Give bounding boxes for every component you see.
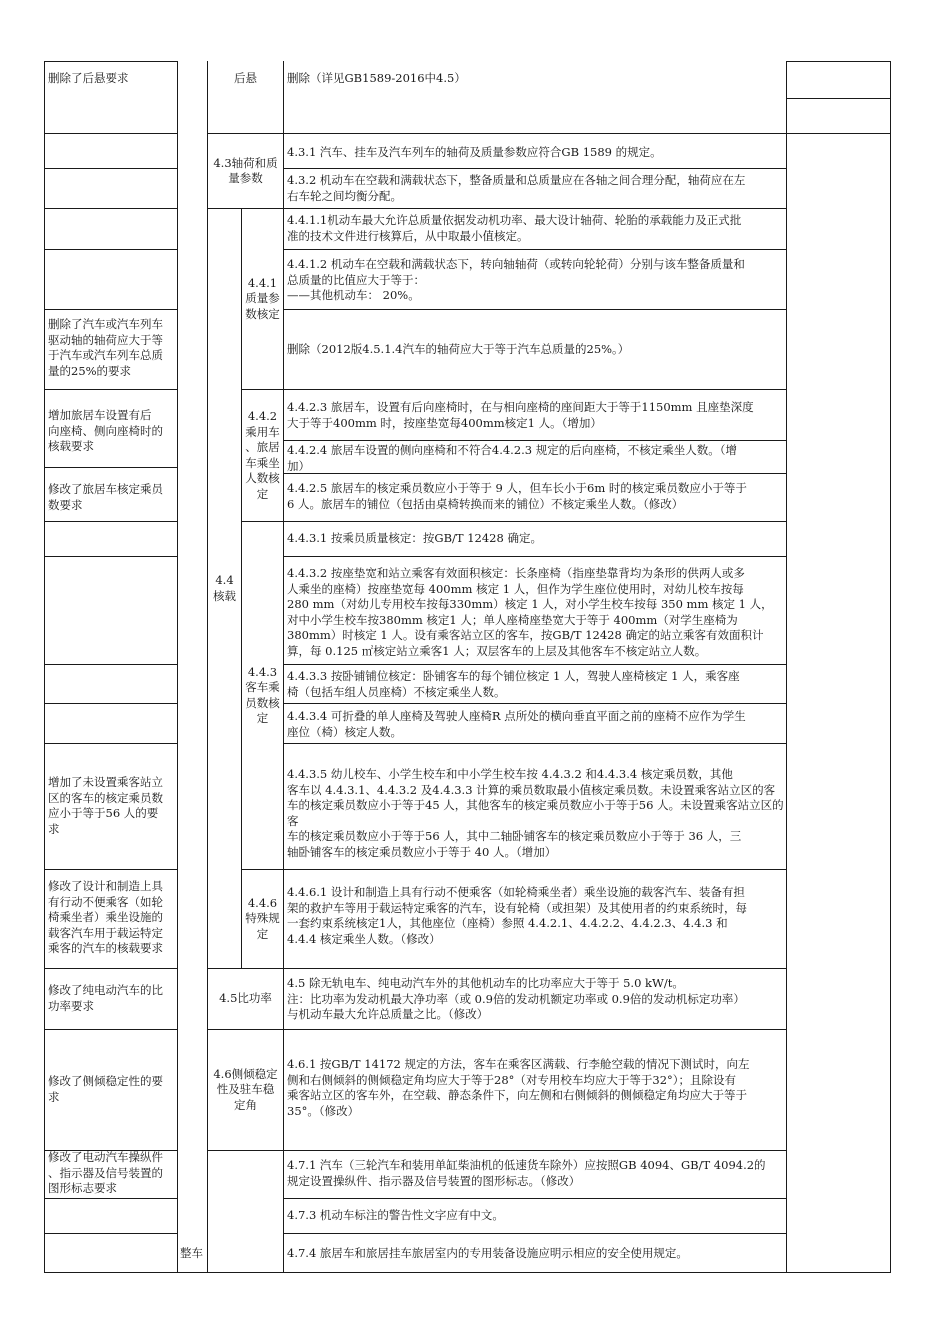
clause-rear-overhang: 删除（详见GB1589-2016中4.5） — [287, 71, 466, 85]
section-4-4-1: 4.4.1 质量参 数核定 — [245, 275, 280, 321]
note-rear-overhang: 删除了后悬要求 — [48, 71, 129, 85]
clause-4-5: 4.5 除无轨电车、纯电动汽车外的其他机动车的比功率应大于等于 5.0 kW/t。 注：比功率为发动机最大净功率（或 0.9倍的发动机额定功率或 0.9倍的发动机标定功率） 与机动车最大允许总质量之比。（修改） — [287, 976, 745, 1021]
section-4-4-6: 4.4.6 特殊规 定 — [245, 895, 280, 941]
section-4-5: 4.5比功率 — [219, 991, 272, 1006]
clause-4-4-2-4: 4.4.2.4 旅居车设置的侧向座椅和不符合4.4.2.3 规定的后向座椅，不核定乘坐人数。（增 加） — [287, 443, 738, 473]
section-4-6: 4.6侧倾稳定 性及驻车稳 定角 — [213, 1066, 278, 1112]
section-4-3: 4.3轴荷和质 量参数 — [213, 155, 278, 185]
note-special-passengers: 修改了设计和制造上具 有行动不便乘客（如轮 椅乘坐者）乘坐设施的 载客汽车用于载运特定 乘客的汽车的核载要求 — [48, 879, 163, 955]
clause-4-7-3: 4.7.3 机动车标注的警告性文字应有中文。 — [287, 1208, 504, 1222]
note-ev-controls: 修改了电动汽车操纵件 、指示器及信号装置的 图形标志要求 — [48, 1150, 163, 1195]
section-4-4-2: 4.4.2 乘用车 、旅居 车乘坐 人数核 定 — [245, 409, 280, 501]
clause-4-3-2: 4.3.2 机动车在空载和满载状态下，整备质量和总质量应在各轴之间合理分配，轴荷应在左 右车轮之间均衡分配。 — [287, 173, 746, 203]
note-roll-stability: 修改了侧倾稳定性的要 求 — [48, 1074, 163, 1104]
section-4-4: 4.4 核载 — [213, 573, 236, 603]
note-rv-capacity: 修改了旅居车核定乘员 数要求 — [48, 482, 163, 512]
clause-4-4-1-1: 4.4.1.1机动车最大允许总质量依据发动机功率、最大设计轴荷、轮胎的承载能力及正式批 准的技术文件进行核算后，从中取最小值核定。 — [287, 213, 742, 243]
vehicle-category-label: 整车 — [180, 1246, 203, 1260]
clause-4-4-2-3: 4.4.2.3 旅居车，设置有后向座椅时，在与相向座椅的座间距大于等于1150mm 且座垫深度 大于等于400mm 时，按座垫宽每400mm核定1 人。（增加） — [287, 400, 754, 430]
note-bus-standing: 增加了未设置乘客站立 区的客车的核定乘员数 应小于等于56 人的要 求 — [48, 775, 163, 836]
note-power-ratio: 修改了纯电动汽车的比 功率要求 — [48, 983, 163, 1013]
clause-deleted-2012: 删除（2012版4.5.1.4汽车的轴荷应大于等于汽车总质量的25%。） — [287, 342, 630, 356]
clause-4-4-3-5: 4.4.3.5 幼儿校车、小学生校车和中小学生校车按 4.4.3.2 和4.4.3.4 核定乘员数，其他 客车以 4.4.3.1、4.4.3.2 及4.4.3.3 计算的乘员数取最小值核定乘员数。未设置乘客站立区的客 车的核定乘员数应小于等于45 人，其他客车的核定乘员数应小于等于56 人。未设置乘客站立区的客 车的核定乘员数应小于等于56 人，其中二轴卧铺客车的核定乘员数应小于等于 36 人，三 轴卧铺客车的核定乘员数应小于等于 40 人。（增加） — [287, 767, 784, 859]
clause-4-4-1-2: 4.4.1.2 机动车在空载和满载状态下，转向轴轴荷（或转向轮轮荷）分别与该车整备质量和 总质量的比值应大于等于： ——其他机动车： 20%。 — [287, 257, 745, 302]
clause-4-4-3-2: 4.4.3.2 按座垫宽和站立乘客有效面积核定：长条座椅（指座垫靠背均为条形的供两人或多 人乘坐的座椅）按座垫宽每 400mm 核定 1 人，但作为学生座位使用时，对幼儿校车按每 280 mm（对幼儿专用校车按每330mm）核定 1 人，对小学生校车按每 350 mm 核定 1 人， 对中小学生校车按380mm 核定1 人；单人座椅座垫宽大于等于 400mm（对学生座椅为 380mm）时核定 1 人。设有乘客站立区的客车，按GB/T 12428 确定的站立乘客有效面积计 算，每 0.125 ㎡核定站立乘客1 人；双层客车的上层及其他客车不核定站立人数。 — [287, 566, 773, 658]
clause-4-4-2-5: 4.4.2.5 旅居车的核定乘员数应小于等于 9 人，但车长小于6m 时的核定乘员数应小于等于 6 人。旅居车的铺位（包括由桌椅转换而来的铺位）不核定乘坐人数。（修改） — [287, 481, 747, 511]
clause-4-6-1: 4.6.1 按GB/T 14172 规定的方法，客车在乘客区满载、行李舱空载的情况下测试时，向左 侧和右侧倾斜的侧倾稳定角均应大于等于28°（对专用校车均应大于等于32°）；且除设有 乘客站立区的客车外，在空载、静态条件下，向左侧和右侧倾斜的侧倾稳定角均应大于等于 35°。（修改） — [287, 1057, 750, 1118]
clause-4-4-3-4: 4.4.3.4 可折叠的单人座椅及驾驶人座椅R 点所处的横向垂直平面之前的座椅不应作为学生 座位（椅）核定人数。 — [287, 709, 746, 739]
clause-4-3-1: 4.3.1 汽车、挂车及汽车列车的轴荷及质量参数应符合GB 1589 的规定。 — [287, 145, 662, 159]
clause-4-4-3-3: 4.4.3.3 按卧铺铺位核定：卧铺客车的每个铺位核定 1 人，驾驶人座椅核定 1 人，乘客座 椅（包括车组人员座椅）不核定乘坐人数。 — [287, 669, 740, 699]
note-drive-axle: 删除了汽车或汽车列车 驱动轴的轴荷应大于等 于汽车或汽车列车总质 量的25%的要求 — [48, 317, 163, 378]
clause-4-7-4: 4.7.4 旅居车和旅居挂车旅居室内的专用装备设施应明示相应的安全使用规定。 — [287, 1246, 688, 1260]
section-4-4-3: 4.4.3 客车乘 员数核 定 — [245, 664, 280, 725]
note-rv-seats: 增加旅居车设置有后 向座椅、侧向座椅时的 核载要求 — [48, 408, 163, 453]
clause-4-7-1: 4.7.1 汽车（三轮汽车和装用单缸柴油机的低速货车除外）应按照GB 4094、GB/T 4094.2的 规定设置操纵件、指示器及信号装置的图形标志。（修改） — [287, 1158, 766, 1188]
clause-4-4-6-1: 4.4.6.1 设计和制造上具有行动不便乘客（如轮椅乘坐者）乘坐设施的载客汽车、装备有担 架的救护车等用于载运特定乘客的汽车，设有轮椅（或担架）及其使用者的约束系统时，每 一套约束系统核定1人，其他座位（座椅）参照 4.4.2.1、4.4.2.2、4.4.2.3、4.4.3 和 4.4.4 核定乘坐人数。（修改） — [287, 885, 747, 946]
section-rear-overhang: 后悬 — [234, 71, 257, 86]
clause-4-4-3-1: 4.4.3.1 按乘员质量核定：按GB/T 12428 确定。 — [287, 531, 542, 545]
